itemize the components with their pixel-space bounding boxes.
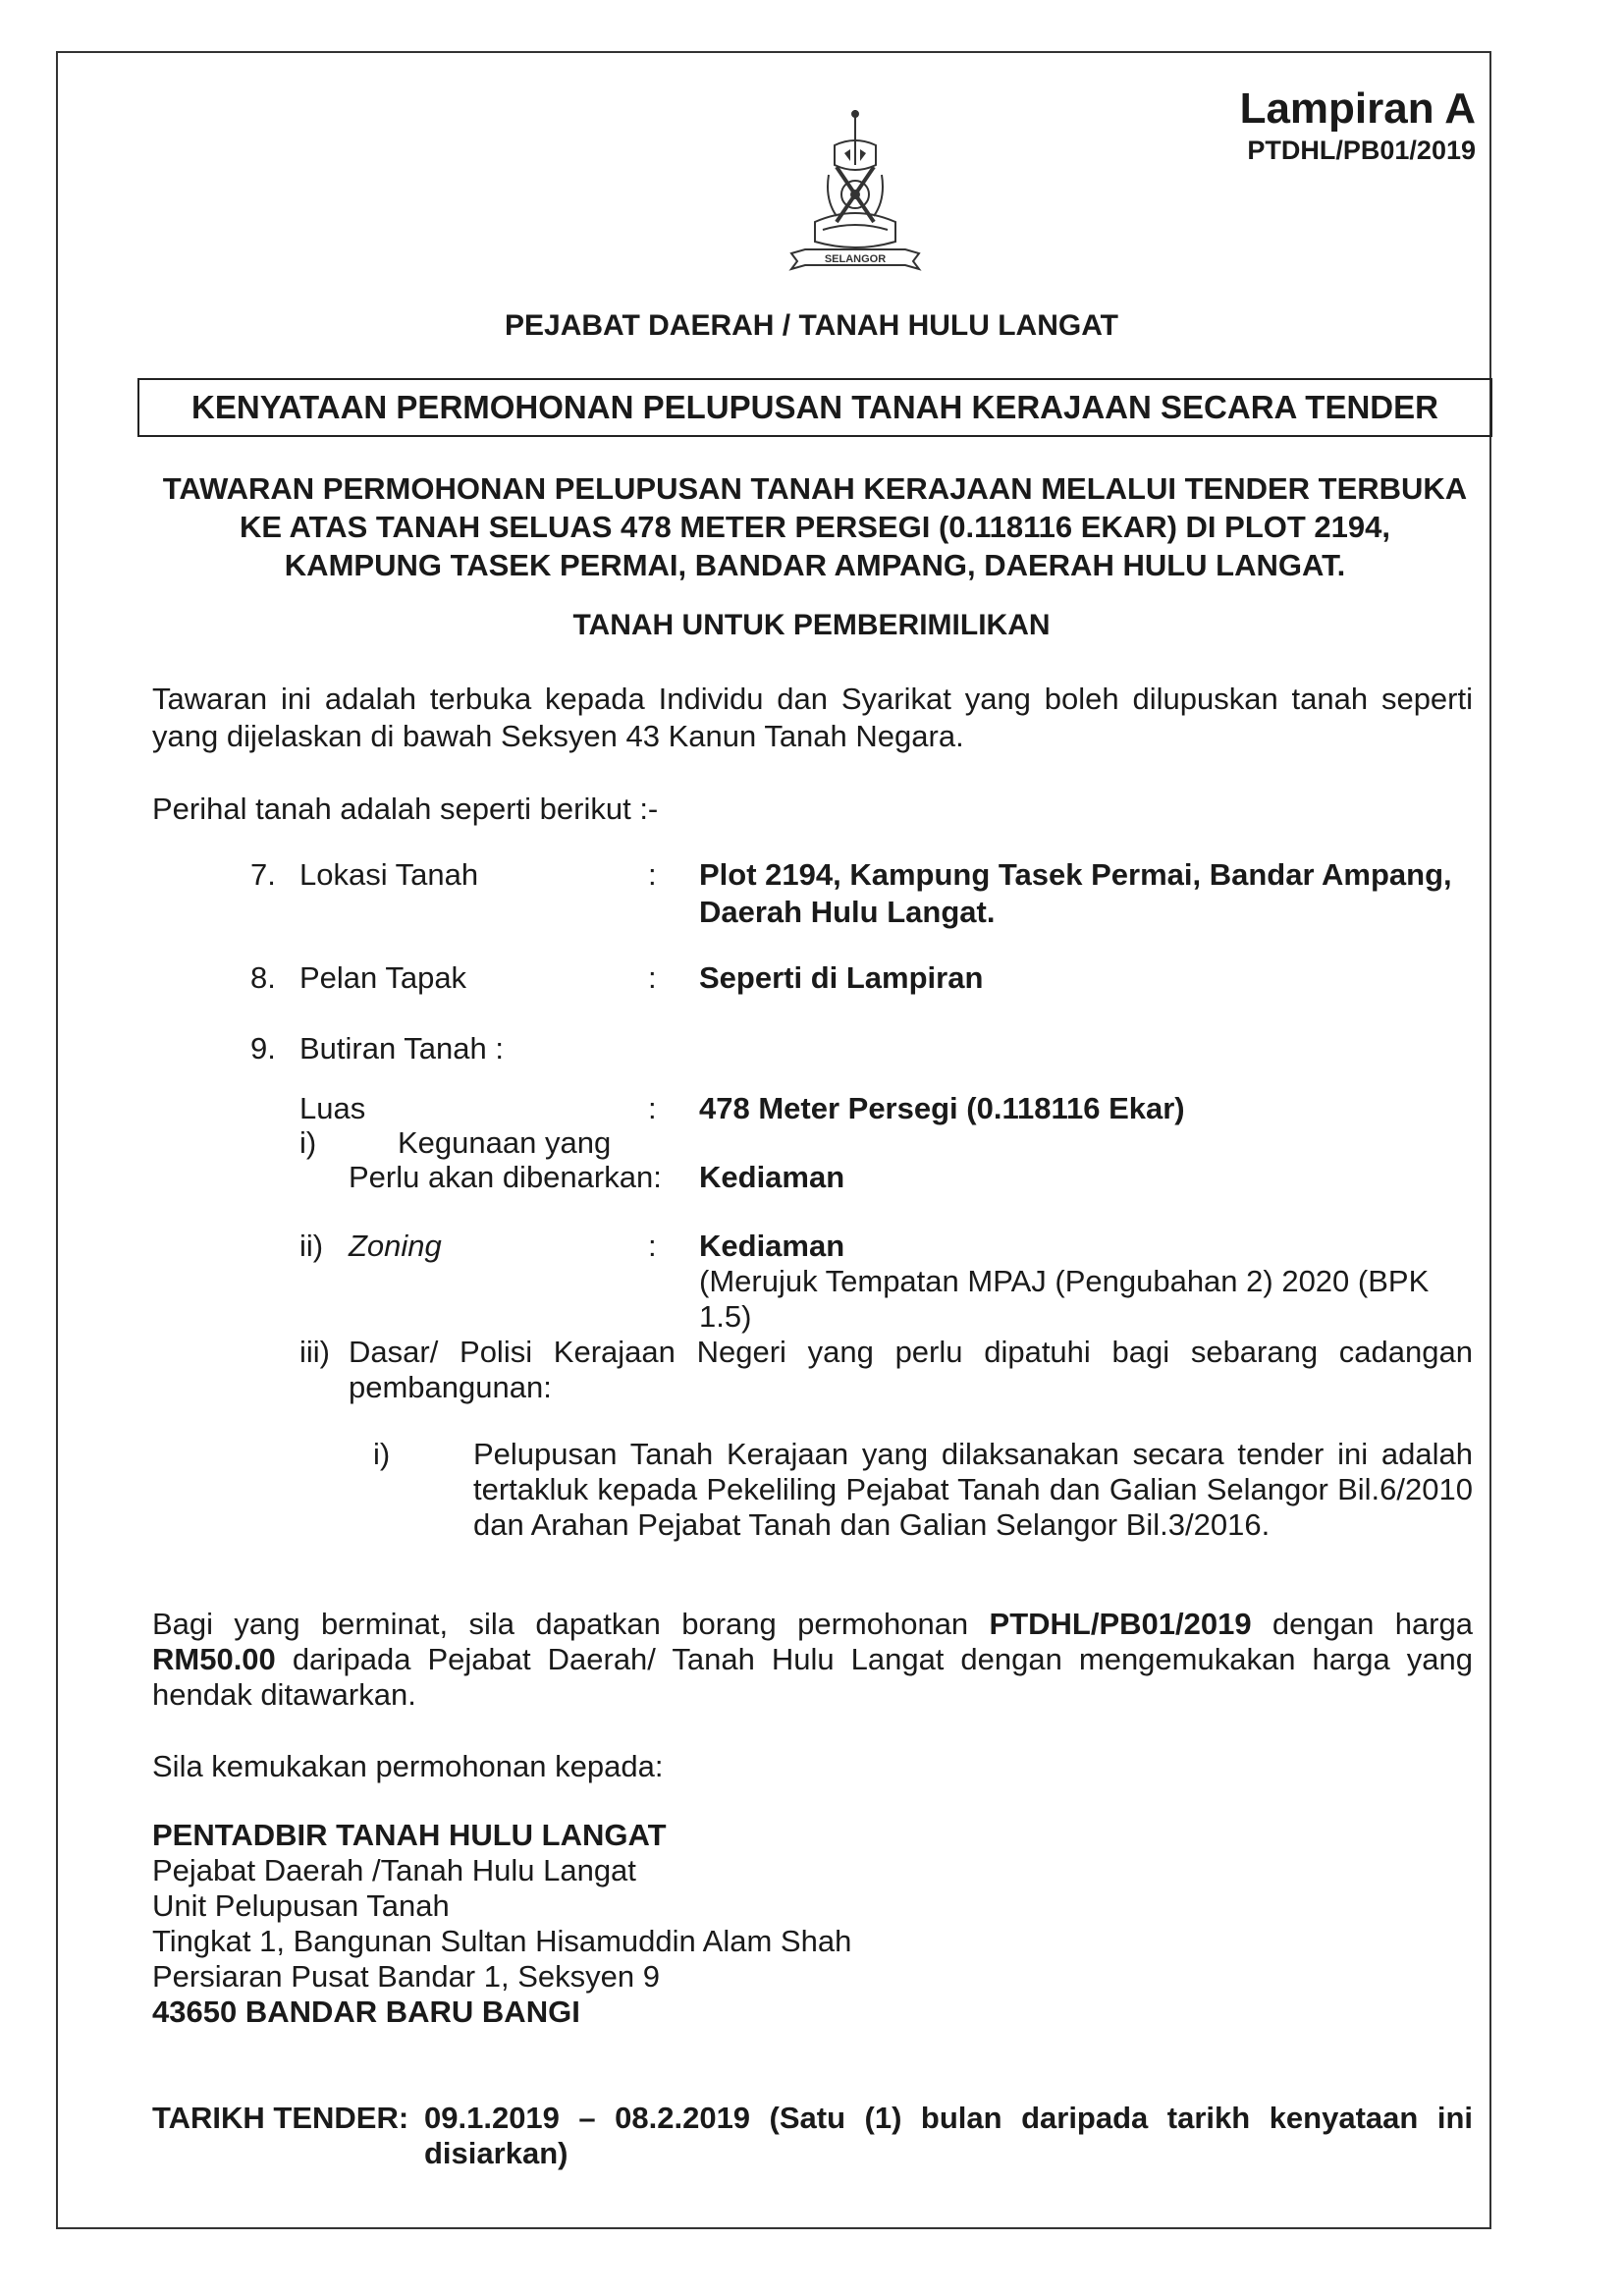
item-value-lokasi: Daerah Hulu Langat.	[699, 895, 996, 929]
item-colon: :	[648, 960, 657, 995]
item-value-pelan: Seperti di Lampiran	[699, 960, 984, 995]
zoning-label: Zoning	[349, 1229, 442, 1263]
zoning-note: (Merujuk Tempatan MPAJ (Pengubahan 2) 2020 (BPK	[699, 1264, 1430, 1298]
kegunaan-value: Kediaman	[699, 1160, 845, 1194]
item-colon: :	[648, 1091, 657, 1125]
address-line: Unit Pelupusan Tanah	[152, 1888, 450, 1923]
tender-date-value: disiarkan)	[424, 2136, 568, 2170]
kegunaan-label: Kegunaan yang	[398, 1125, 612, 1160]
item-label-butiran: Butiran Tanah :	[299, 1031, 504, 1066]
offer-title-line: KE ATAS TANAH SELUAS 478 METER PERSEGI (0.118116 EKAR) DI PLOT 2194,	[239, 510, 1390, 544]
intro-line: Tawaran ini adalah terbuka kepada Individu dan Syarikat yang boleh dilupuskan tanah seperti	[152, 682, 1473, 716]
item-label-lokasi: Lokasi Tanah	[299, 857, 479, 892]
sub-item-number: iii)	[299, 1335, 330, 1369]
intro-line: yang dijelaskan di bawah Seksyen 43 Kanun Tanah Negara.	[152, 719, 964, 753]
address-line: 43650 BANDAR BARU BANGI	[152, 1995, 580, 2029]
address-line: Pejabat Daerah /Tanah Hulu Langat	[152, 1853, 636, 1887]
zoning-note: 1.5)	[699, 1299, 752, 1334]
item-colon: :	[648, 1229, 657, 1263]
selangor-crest-logo	[785, 106, 925, 281]
interest-text: Bagi yang berminat, sila dapatkan borang permohonan	[152, 1607, 969, 1641]
interest-line: hendak ditawarkan.	[152, 1677, 416, 1712]
form-price: RM50.00	[152, 1642, 276, 1676]
offer-title	[157, 469, 1473, 584]
section-subheading: TANAH UNTUK PEMBERIMILIKAN	[572, 609, 1051, 641]
dasar-text: Dasar/ Polisi Kerajaan Negeri yang perlu dipatuhi bagi sebarang cadangan	[349, 1335, 1473, 1369]
item-number: 8.	[250, 960, 276, 995]
intro-perihal: Perihal tanah adalah seperti berikut :-	[152, 792, 659, 826]
address-line: PENTADBIR TANAH HULU LANGAT	[152, 1818, 667, 1852]
tender-date-value: 09.1.2019 – 08.2.2019 (Satu (1) bulan daripada tarikh kenyataan ini	[424, 2101, 1473, 2135]
form-reference: PTDHL/PB01/2019	[989, 1607, 1252, 1641]
luas-label: Luas	[299, 1091, 366, 1125]
zoning-value: Kediaman	[699, 1229, 845, 1263]
item-colon: :	[648, 857, 657, 892]
address-line: Tingkat 1, Bangunan Sultan Hisamuddin Alam Shah	[152, 1924, 852, 1958]
dasar-text: pembangunan:	[349, 1370, 552, 1404]
notice-title-box: KENYATAAN PERMOHONAN PELUPUSAN TANAH KERAJAAN SECARA TENDER	[137, 378, 1492, 437]
interest-text: daripada Pejabat Daerah/ Tanah Hulu Langat dengan mengemukakan harga yang	[292, 1642, 1473, 1676]
address-line: Persiaran Pusat Bandar 1, Seksyen 9	[152, 1959, 660, 1994]
sub-item-number: i)	[299, 1125, 317, 1160]
lampiran-label: Lampiran A	[1239, 84, 1476, 133]
office-title: PEJABAT DAERAH / TANAH HULU LANGAT	[505, 309, 1118, 342]
offer-title-line: TAWARAN PERMOHONAN PELUPUSAN TANAH KERAJAAN MELALUI TENDER TERBUKA	[162, 471, 1468, 506]
pekeliling-text: tertakluk kepada Pekeliling Pejabat Tanah dan Galian Selangor Bil.6/2010	[473, 1472, 1473, 1506]
luas-value: 478 Meter Persegi (0.118116 Ekar)	[699, 1091, 1185, 1125]
interest-line	[152, 1606, 1473, 1643]
interest-text: dengan harga	[1271, 1607, 1473, 1641]
pekeliling-text: dan Arahan Pejabat Tanah dan Galian Selangor Bil.3/2016.	[473, 1507, 1271, 1542]
interest-line	[152, 1641, 1473, 1678]
kegunaan-label: Perlu akan dibenarkan:	[349, 1160, 662, 1194]
item-label-pelan: Pelan Tapak	[299, 960, 467, 995]
item-number: 7.	[250, 857, 276, 892]
crest-label: SELANGOR	[824, 253, 887, 265]
reference-number: PTDHL/PB01/2019	[1247, 136, 1476, 165]
tender-date-label: TARIKH TENDER:	[152, 2101, 409, 2135]
item-value-lokasi: Plot 2194, Kampung Tasek Permai, Bandar Ampang,	[699, 857, 1452, 892]
sub-item-number: ii)	[299, 1229, 324, 1263]
submit-instruction: Sila kemukakan permohonan kepada:	[152, 1749, 664, 1783]
pekeliling-text: Pelupusan Tanah Kerajaan yang dilaksanakan secara tender ini adalah	[473, 1437, 1473, 1471]
sub-item-number: i)	[373, 1437, 391, 1471]
item-number: 9.	[250, 1031, 276, 1066]
offer-title-line: KAMPUNG TASEK PERMAI, BANDAR AMPANG, DAERAH HULU LANGAT.	[284, 548, 1346, 582]
